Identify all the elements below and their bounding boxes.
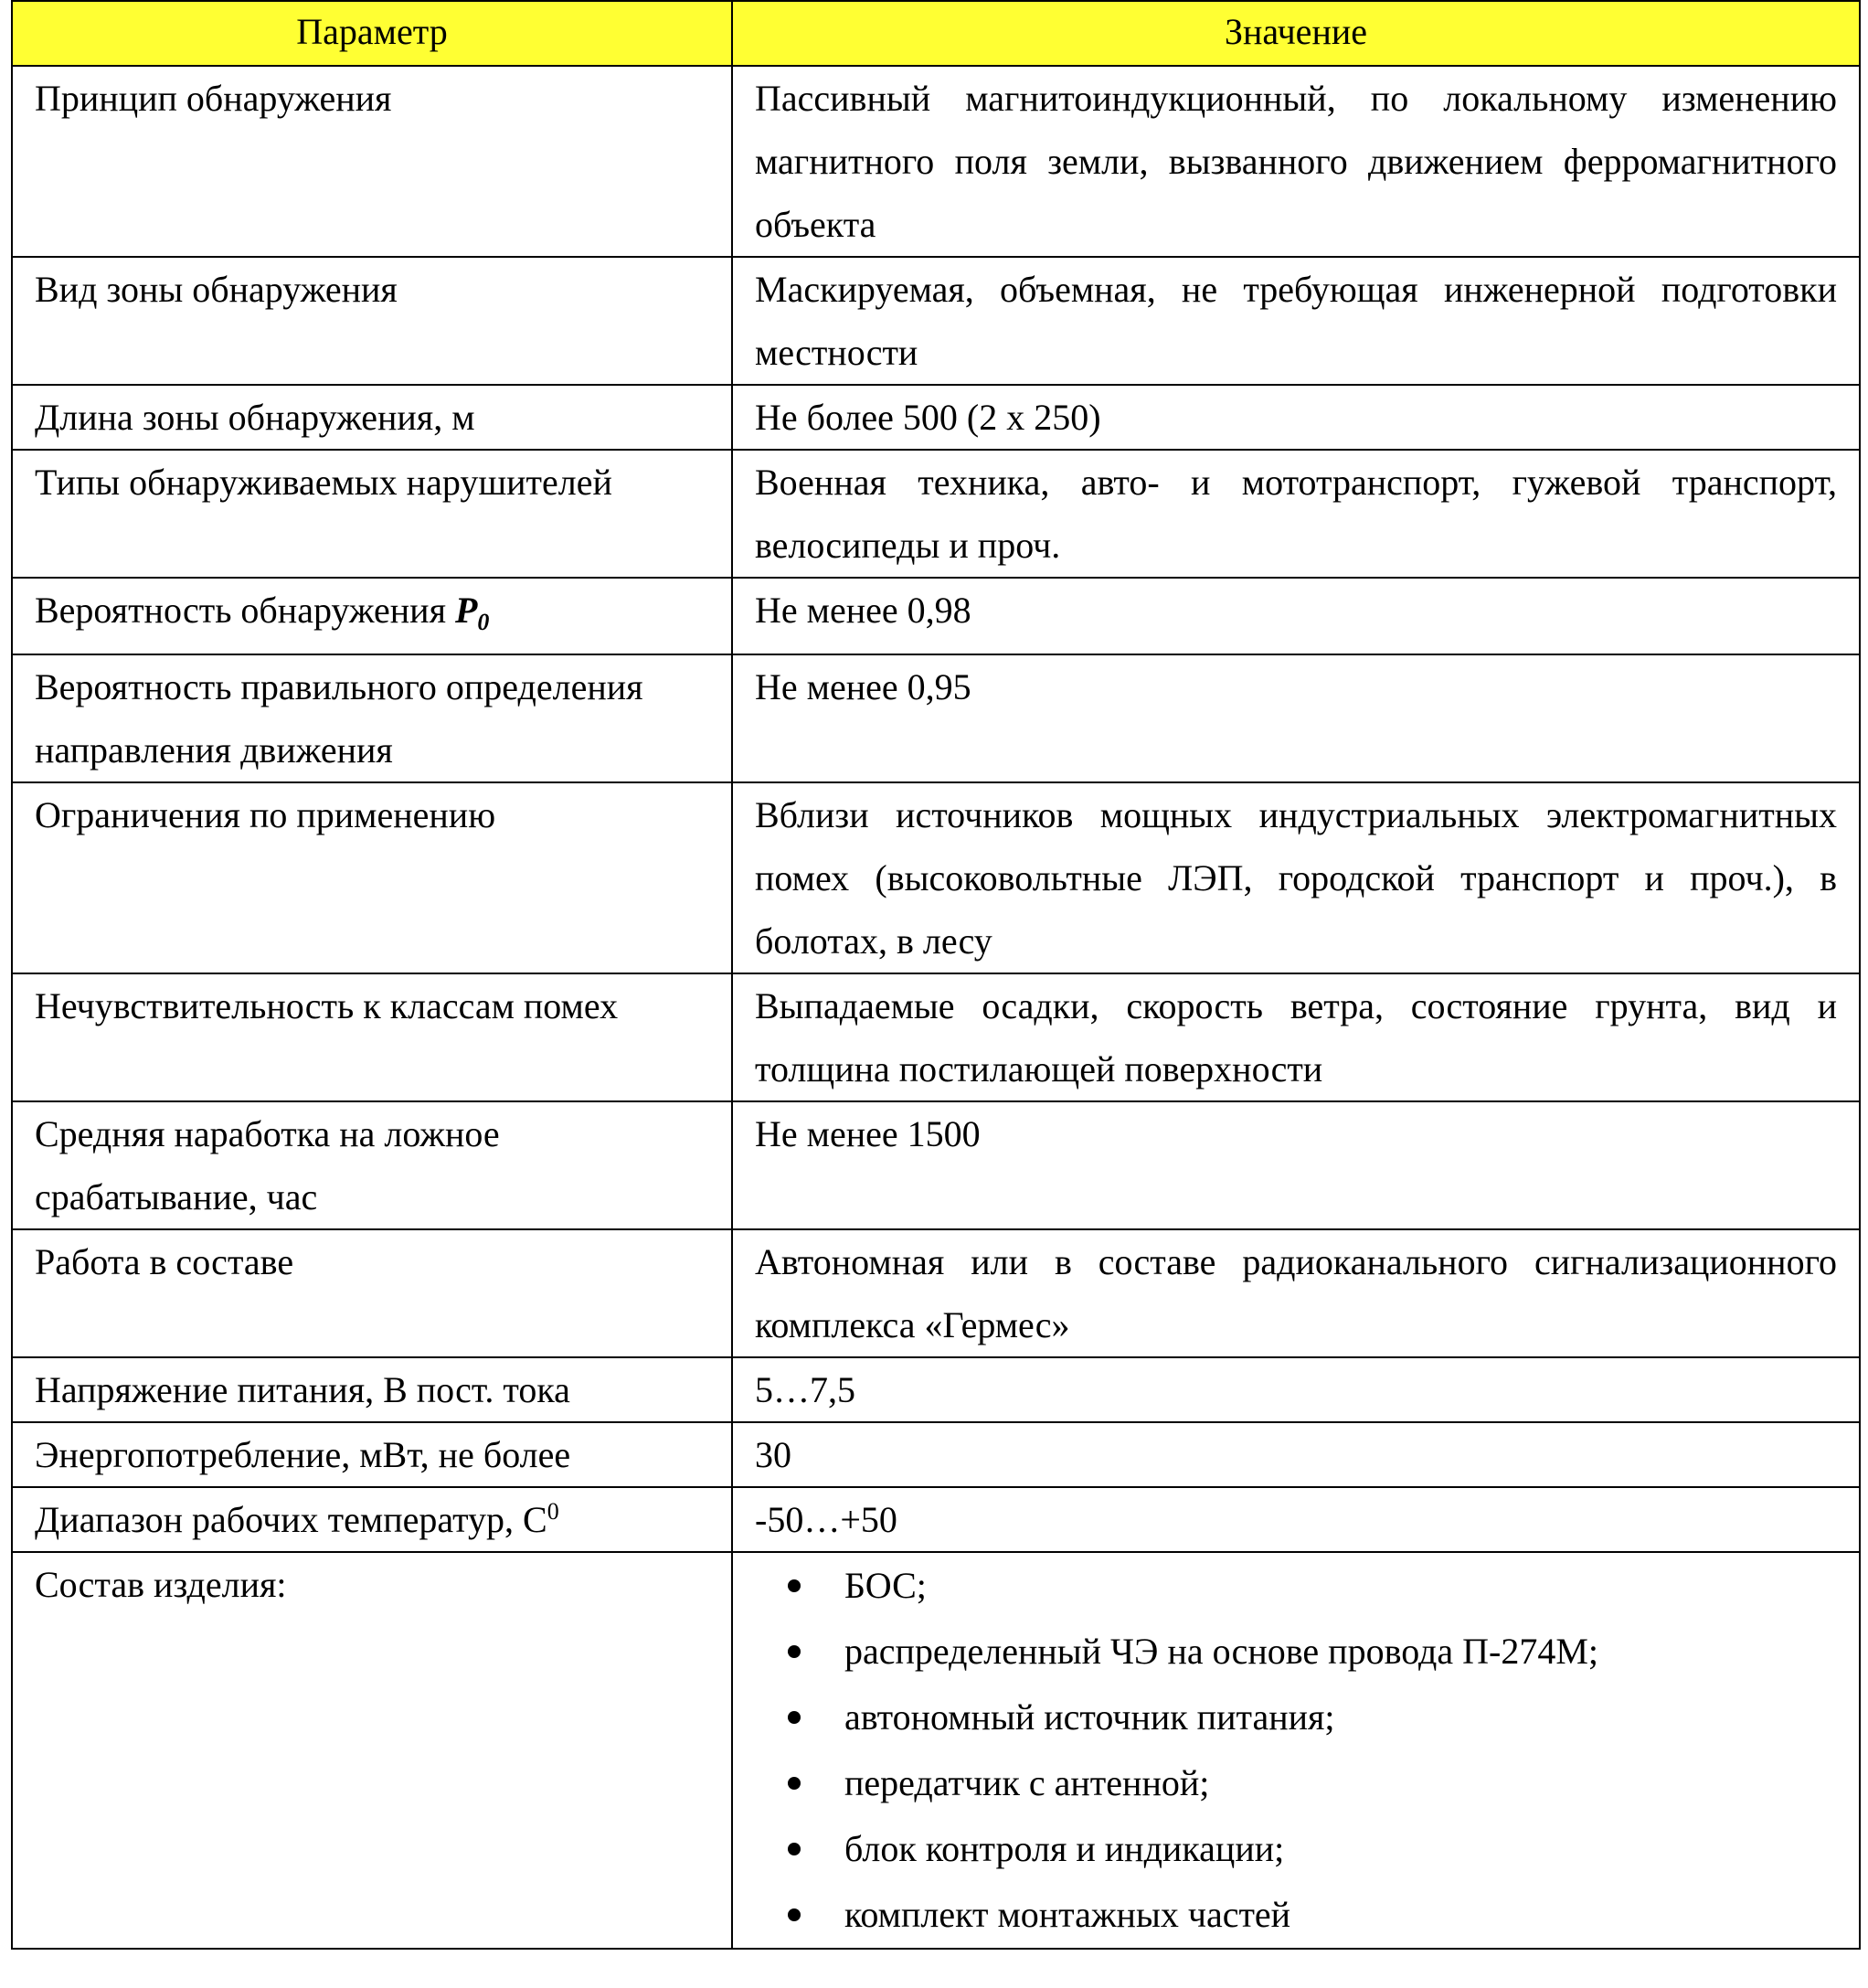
table-row (12, 1229, 1860, 1357)
list-item-text: комплект монтажных частей (844, 1894, 1291, 1935)
header-param: Параметр (12, 1, 732, 66)
list-item-text: блок контроля и индикации; (844, 1828, 1285, 1869)
value-cell: Не менее 0,98 (732, 578, 1860, 654)
value-cell: Маскируемая, объемная, не требующая инженерной подготовки местности (732, 257, 1860, 385)
param-cell: Вероятность правильного определения направления движения (12, 654, 732, 782)
bullet-icon (788, 1777, 801, 1790)
list-item (788, 1685, 1837, 1750)
param-text: Диапазон рабочих температур, С (35, 1499, 547, 1540)
table-row (12, 1357, 1860, 1422)
value-cell: Не более 500 (2 х 250) (732, 385, 1860, 450)
list-item-text: распределенный ЧЭ на основе провода П-274М; (844, 1631, 1599, 1672)
table-row (12, 782, 1860, 973)
spec-table (11, 0, 1861, 1950)
param-cell (12, 1487, 732, 1552)
value-cell: Вблизи источников мощных индустриальных электромагнитных помех (высоковольтные ЛЭП, городской транспорт и проч.), в болотах, в лесу (732, 782, 1860, 973)
param-cell: Типы обнаруживаемых нарушителей (12, 450, 732, 578)
degree-superscript: 0 (547, 1498, 559, 1525)
value-cell: 30 (732, 1422, 1860, 1487)
bullet-icon (788, 1908, 801, 1921)
list-item (788, 1882, 1837, 1948)
param-cell: Длина зоны обнаружения, м (12, 385, 732, 450)
value-cell: Пассивный магнитоиндукционный, по локальному изменению магнитного поля земли, вызванного движением ферромагнитного объекта (732, 66, 1860, 257)
table-row (12, 1422, 1860, 1487)
bullet-icon (788, 1711, 801, 1724)
bullet-icon (788, 1645, 801, 1658)
table-row (12, 450, 1860, 578)
list-item-text: передатчик с антенной; (844, 1762, 1210, 1803)
list-item-text: автономный источник питания; (844, 1696, 1335, 1738)
value-cell: Автономная или в составе радиоканального сигнализационного комплекса «Гермес» (732, 1229, 1860, 1357)
param-cell (12, 578, 732, 654)
param-text: Вероятность обнаружения (35, 590, 455, 631)
param-cell: Принцип обнаружения (12, 66, 732, 257)
table-row (12, 578, 1860, 654)
header-row (12, 1, 1860, 66)
bullet-icon (788, 1579, 801, 1592)
probability-subscript: 0 (477, 609, 490, 635)
value-cell: Военная техника, авто- и мототранспорт, гужевой транспорт, велосипеды и проч. (732, 450, 1860, 578)
table-row (12, 1101, 1860, 1229)
value-cell: Выпадаемые осадки, скорость ветра, состояние грунта, вид и толщина постилающей поверхности (732, 973, 1860, 1101)
param-cell: Энергопотребление, мВт, не более (12, 1422, 732, 1487)
param-cell: Ограничения по применению (12, 782, 732, 973)
table-row (12, 973, 1860, 1101)
param-cell: Напряжение питания, В пост. тока (12, 1357, 732, 1422)
list-item (788, 1816, 1837, 1882)
list-item (788, 1619, 1837, 1685)
bullet-icon (788, 1843, 801, 1855)
table-row (12, 1487, 1860, 1552)
param-cell: Вид зоны обнаружения (12, 257, 732, 385)
list-item (788, 1750, 1837, 1816)
list-item-text: БОС; (844, 1565, 927, 1606)
table-row (12, 66, 1860, 257)
value-cell: Не менее 0,95 (732, 654, 1860, 782)
table-row (12, 385, 1860, 450)
list-item (788, 1553, 1837, 1619)
composition-cell (732, 1552, 1860, 1949)
value-cell: Не менее 1500 (732, 1101, 1860, 1229)
table-row (12, 1552, 1860, 1949)
value-cell: -50…+50 (732, 1487, 1860, 1552)
probability-symbol (454, 590, 490, 635)
composition-list (755, 1553, 1837, 1948)
param-cell: Средняя наработка на ложное срабатывание, час (12, 1101, 732, 1229)
header-value: Значение (732, 1, 1860, 66)
probability-var: P (454, 590, 478, 631)
param-cell: Работа в составе (12, 1229, 732, 1357)
param-cell: Состав изделия: (12, 1552, 732, 1949)
value-cell: 5…7,5 (732, 1357, 1860, 1422)
table-row (12, 257, 1860, 385)
param-cell: Нечувствительность к классам помех (12, 973, 732, 1101)
table-row (12, 654, 1860, 782)
